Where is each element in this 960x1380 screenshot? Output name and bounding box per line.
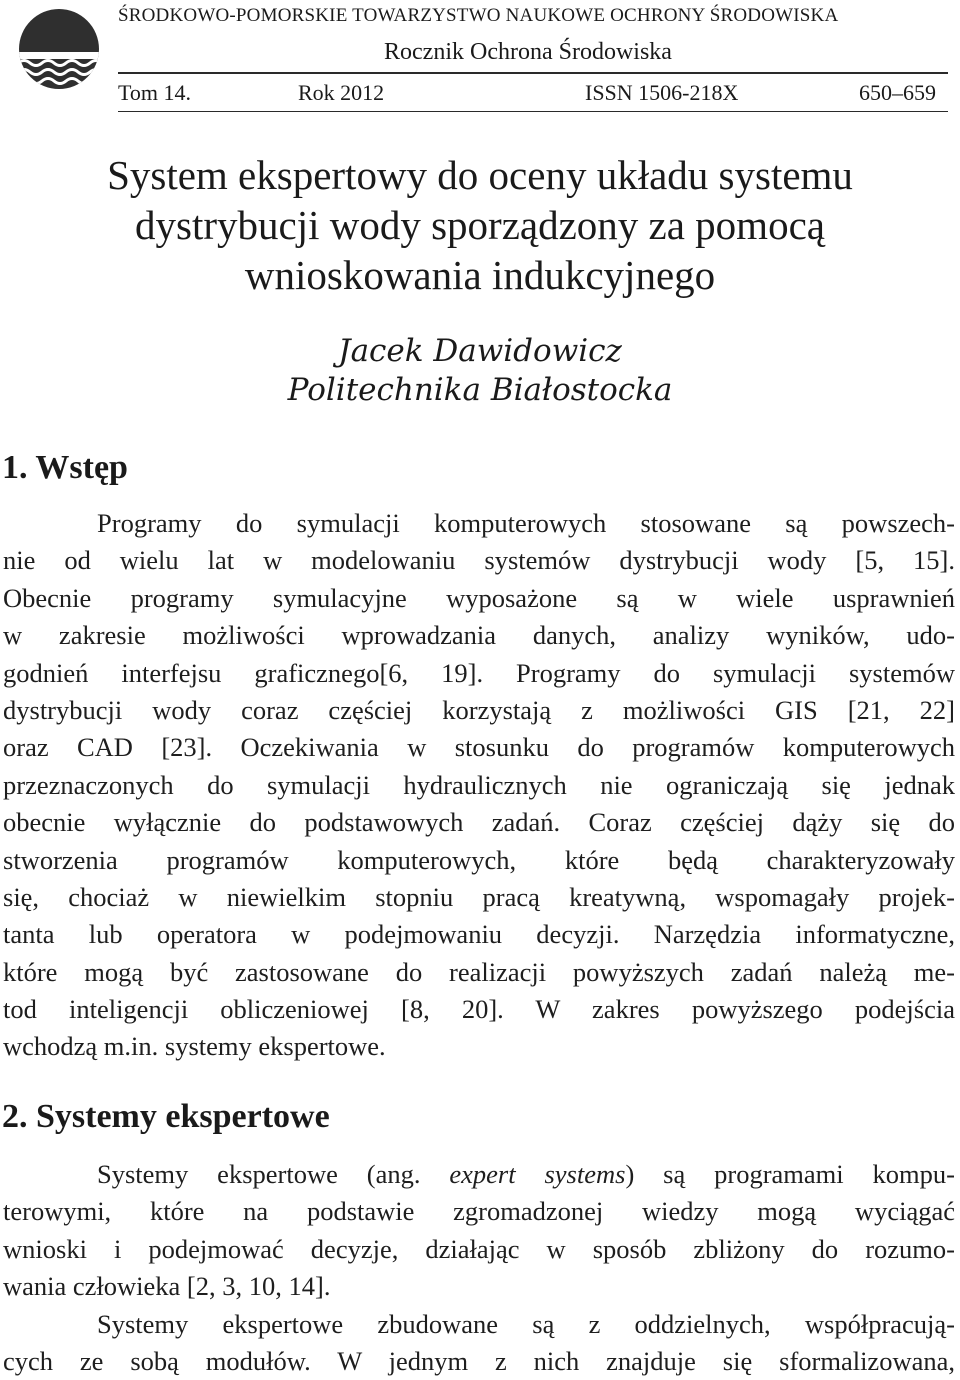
text-line: Systemy ekspertowe zbudowane są z oddzielnych, współpracują- <box>97 1308 955 1339</box>
text-line: Obecnie programy symulacyjne wyposażone są w wiele usprawnień <box>3 582 955 613</box>
text-line: nie od wielu lat w modelowaniu systemów dystrybucji wody [5, 15]. <box>3 545 955 576</box>
text-line: przeznaczonych do symulacji hydraulicznych nie ograniczają się jednak <box>3 769 955 800</box>
journal-logo-icon <box>18 8 100 90</box>
header-divider-top <box>118 72 948 74</box>
section-body-introduction <box>3 505 955 1066</box>
journal-name: Rocznik Ochrona Środowiska <box>384 39 672 65</box>
text-line: wania człowieka [2, 3, 10, 14]. <box>3 1271 331 1302</box>
text-line: obecnie wyłącznie do podstawowych zadań. Coraz częściej dąży się do <box>3 807 955 838</box>
year: Rok 2012 <box>298 80 385 105</box>
text-line: tod inteligencji obliczeniowej [8, 20]. W zakres powyższego podejścia <box>3 994 955 1025</box>
text-line: terowymi, które na podstawie zgromadzonej wiedzy mogą wyciągać <box>3 1196 955 1227</box>
paper-title <box>0 150 960 300</box>
issn: ISSN 1506-218X <box>585 80 739 105</box>
title-line: dystrybucji wody sporządzony za pomocą <box>135 202 825 248</box>
text-run: ) są programami kompu- <box>625 1159 955 1189</box>
text-line: Programy do symulacji komputerowych stosowane są powszech- <box>97 508 955 538</box>
text-line: cych ze sobą modułów. W jednym z nich znajduje się sformalizowana, <box>3 1345 955 1376</box>
author-name: Jacek Dawidowicz <box>338 333 622 369</box>
header-divider-bottom <box>118 111 948 112</box>
text-run: Systemy ekspertowe (ang. <box>97 1159 450 1189</box>
title-line: wnioskowania indukcyjnego <box>244 252 716 298</box>
text-line: się, chociaż w niewielkim stopniu pracą kreatywną, wspomagały projek- <box>3 881 955 912</box>
society-name: ŚRODKOWO-POMORSKIE TOWARZYSTWO NAUKOWE OCHRONY ŚRODOWISKA <box>118 5 839 26</box>
text-line: dystrybucji wody coraz częściej korzystają z możliwości GIS [21, 22] <box>3 694 955 725</box>
page-range: 650–659 <box>859 80 936 105</box>
term-italic: expert systems <box>449 1159 626 1189</box>
text-line: godnień interfejsu graficznego[6, 19]. Programy do symulacji systemów <box>3 657 955 688</box>
text-line: tanta lub operatora w podejmowaniu decyzji. Narzędzia informatyczne, <box>3 919 955 950</box>
section-heading-expert-systems: 2. Systemy ekspertowe <box>2 1098 330 1135</box>
section-body-expert-systems <box>3 1156 955 1380</box>
author-affiliation: Politechnika Białostocka <box>287 372 673 408</box>
text-line <box>3 1156 955 1193</box>
text-line: w zakresie możliwości wprowadzania danych, analizy wyników, udo- <box>3 620 955 651</box>
title-line: System ekspertowy do oceny układu systemu <box>107 152 853 198</box>
text-line: które mogą być zastosowane do realizacji powyższych zadań należą me- <box>3 956 955 987</box>
text-line: wnioski i podejmować decyzje, działając w sposób zbliżony do rozumo- <box>3 1233 955 1264</box>
text-line: oraz CAD [23]. Oczekiwania w stosunku do programów komputerowych <box>3 732 955 763</box>
text-line: stworzenia programów komputerowych, które będą charakteryzowały <box>3 844 955 875</box>
text-line: wchodzą m.in. systemy ekspertowe. <box>3 1031 386 1062</box>
volume: Tom 14. <box>118 80 192 105</box>
section-heading-introduction: 1. Wstęp <box>2 449 128 486</box>
